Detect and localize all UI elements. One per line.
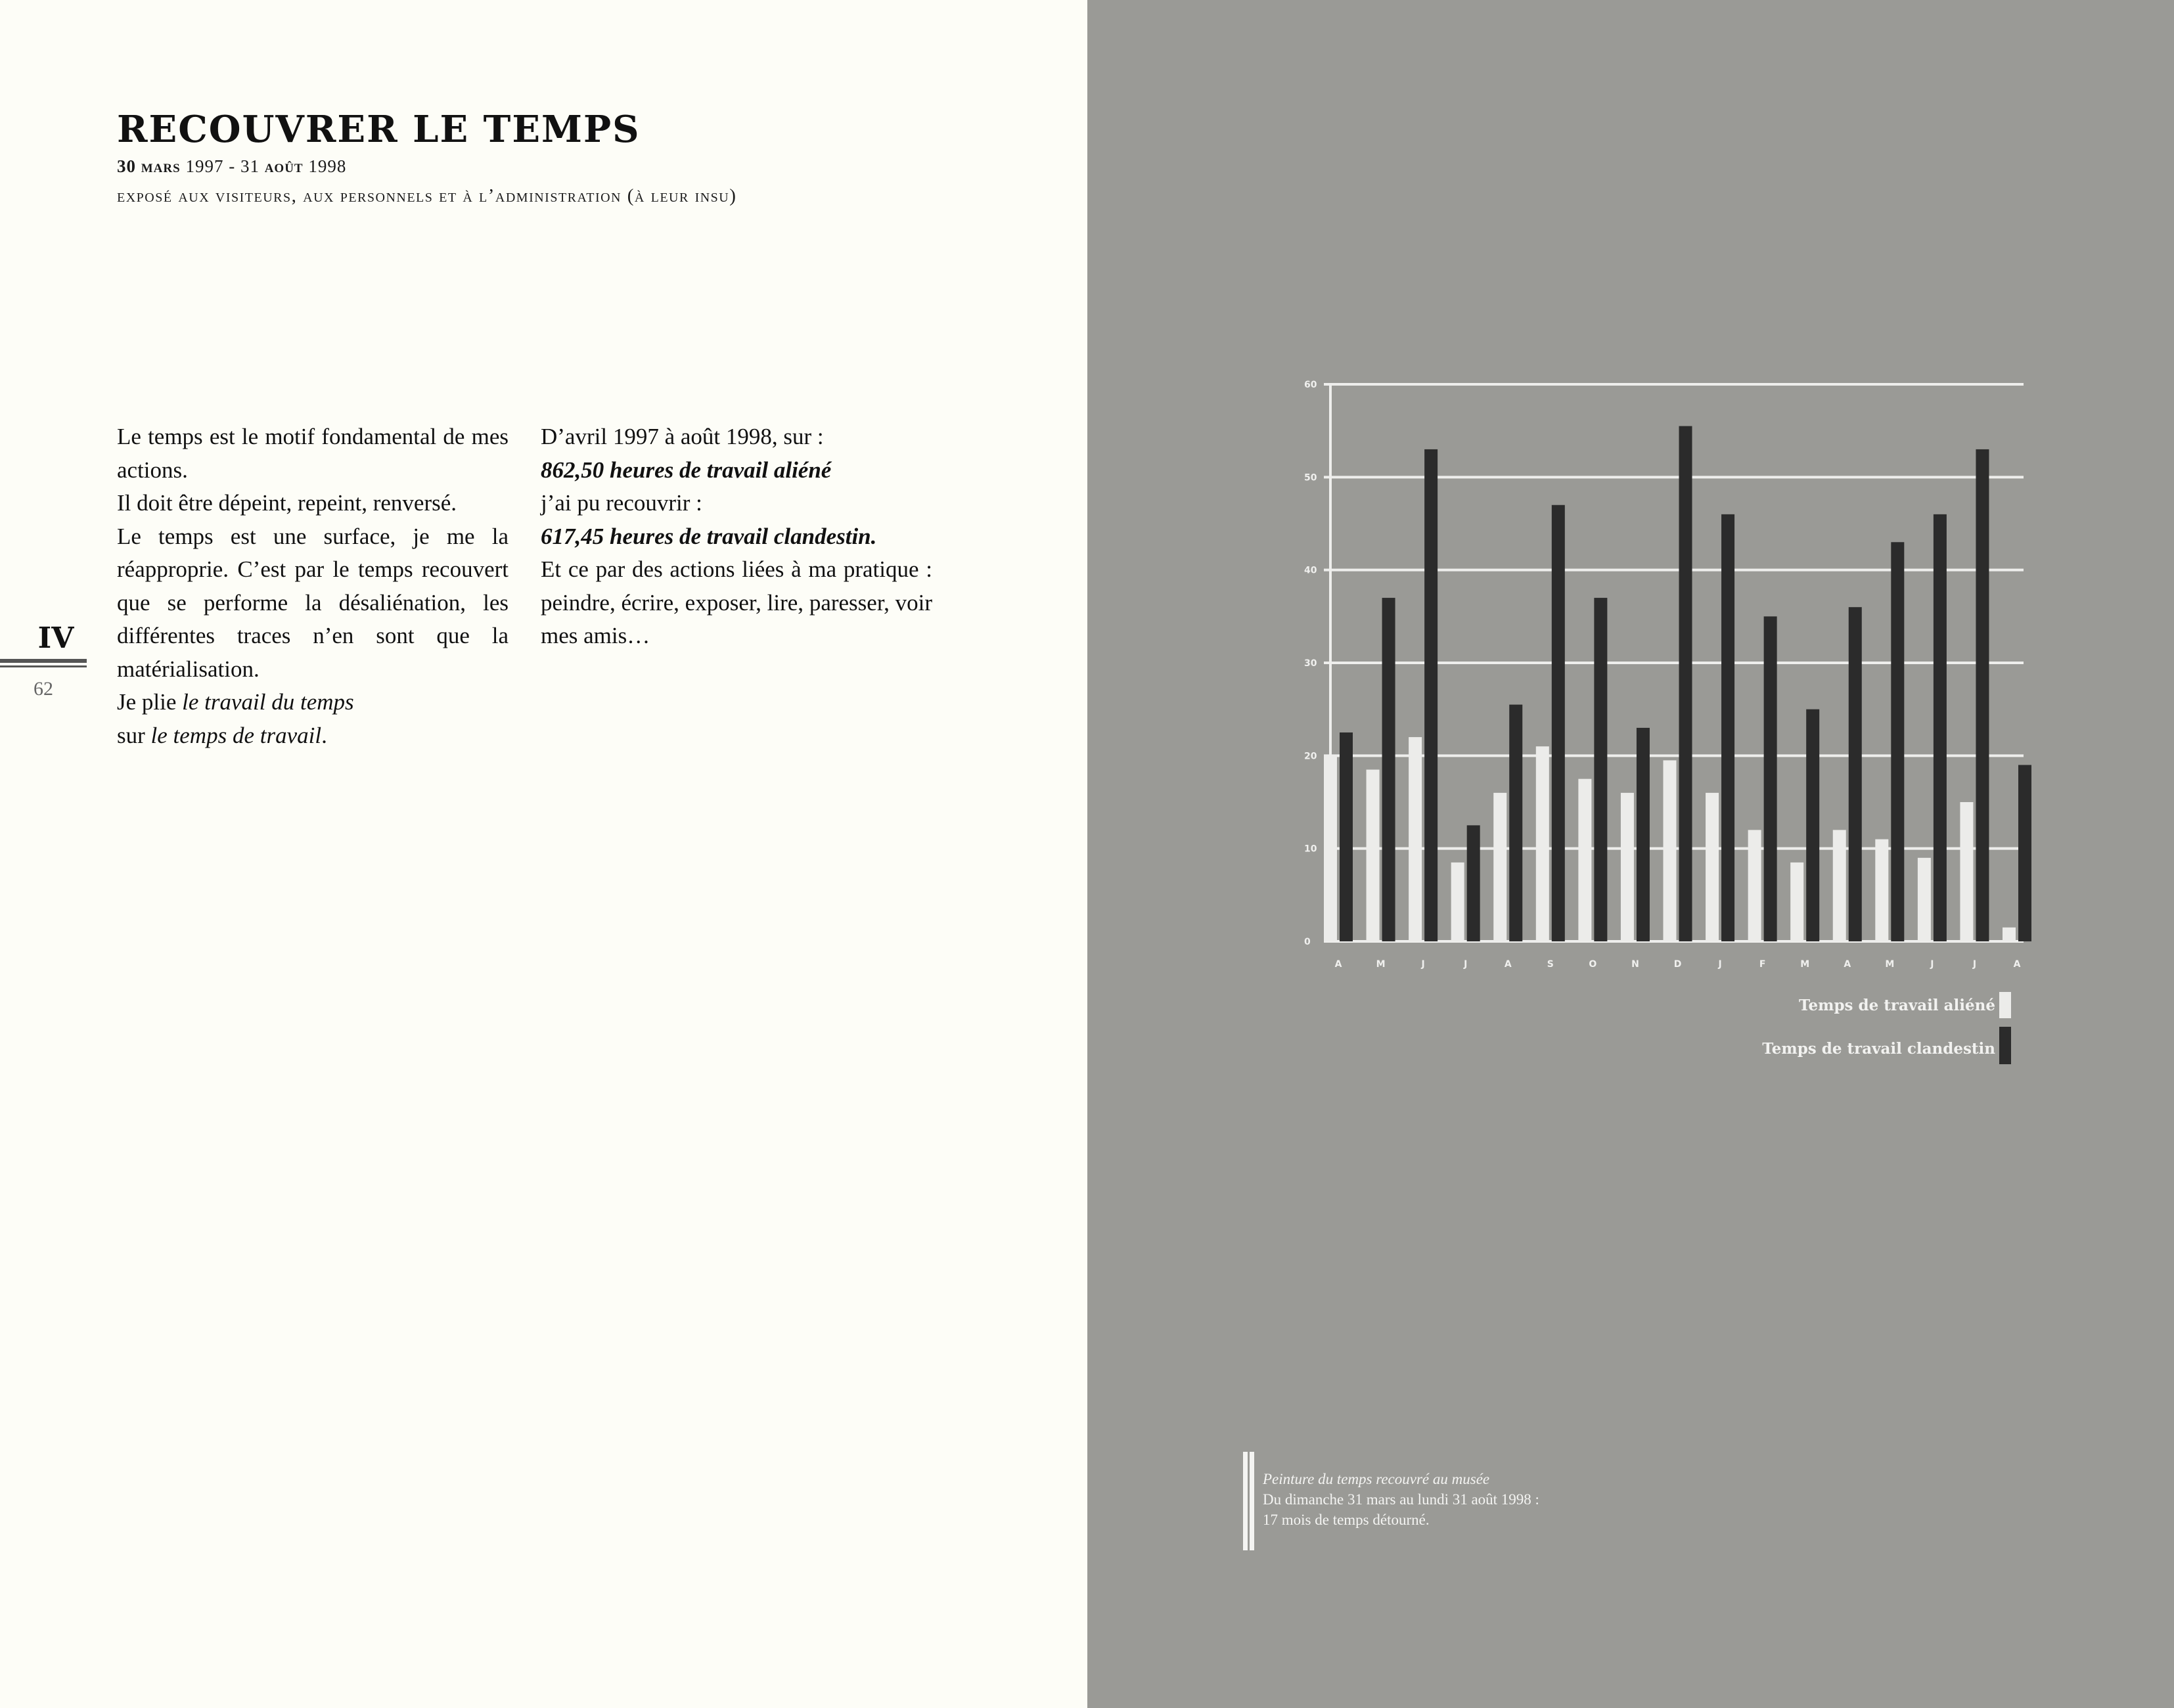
section-marker: IV: [37, 621, 74, 655]
text-column-1: [117, 420, 509, 752]
x-tick-label: A: [1334, 959, 1342, 970]
bar-alien-4: [1451, 863, 1464, 941]
x-tick-label: F: [1759, 959, 1766, 970]
caption-bar-left: [1243, 1452, 1248, 1550]
x-tick-label: A: [1504, 959, 1512, 970]
bar-clandestin-14: [1891, 542, 1904, 941]
bar-clandestin-4: [1467, 825, 1480, 941]
caption-bar-right: [1250, 1452, 1254, 1550]
bar-clandestin-7: [1594, 598, 1607, 941]
x-tick-label: O: [1589, 959, 1597, 970]
bar-clandestin-3: [1424, 449, 1438, 941]
y-tick-label: 30: [1304, 658, 1317, 669]
bar-alien-8: [1621, 793, 1634, 941]
bar-clandestin-12: [1806, 709, 1819, 941]
caption-line-2: 17 mois de temps détourné.: [1263, 1512, 1430, 1528]
legend-swatch-clandestin: [1999, 1027, 2011, 1064]
bar-clandestin-9: [1679, 426, 1692, 941]
x-tick-label: J: [1930, 959, 1934, 970]
bar-clandestin-16: [1976, 449, 1989, 941]
x-tick-label: D: [1673, 959, 1682, 970]
bar-alien-7: [1578, 779, 1591, 941]
bar-clandestin-10: [1721, 514, 1734, 941]
bar-clandestin-15: [1934, 514, 1947, 941]
dates-plain-2: 1998: [303, 156, 347, 176]
caption-title: Peinture du temps recouvré au musée: [1263, 1471, 1490, 1487]
col2-line-2: 862,50 heures de travail aliéné: [541, 457, 832, 483]
col2-line-4: 617,45 heures de travail clandestin.: [541, 523, 877, 549]
p5-suffix: .: [321, 722, 327, 748]
y-tick-label: 40: [1304, 565, 1317, 576]
x-tick-label: N: [1631, 959, 1639, 970]
bar-clandestin-1: [1340, 732, 1353, 941]
bar-layer: [1324, 426, 2031, 941]
x-tick-label: J: [1464, 959, 1468, 970]
y-tick-label: 60: [1304, 380, 1317, 390]
legend-label-clandestin: Temps de travail clandestin: [1762, 1040, 1995, 1058]
p5-prefix: sur: [117, 722, 151, 748]
p4-prefix: Je plie: [117, 689, 183, 715]
bar-alien-16: [1960, 802, 1973, 941]
page-number: 62: [34, 678, 53, 700]
dates-bold-2: août: [264, 156, 304, 176]
text-column-2: [541, 420, 932, 653]
bar-clandestin-5: [1509, 705, 1522, 941]
legend-label-alien: Temps de travail aliéné: [1799, 997, 1995, 1014]
bar-alien-13: [1833, 830, 1846, 941]
page-subtitle: exposé aux visiteurs, aux personnels et à l’administration (à leur insu): [117, 185, 737, 206]
bar-clandestin-2: [1382, 598, 1395, 941]
bar-alien-15: [1918, 858, 1931, 941]
paragraph-5: [117, 719, 509, 753]
col2-line-5: Et ce par des actions liées à ma pratique : peindre, écrire, exposer, lire, paresser, voir mes amis…: [541, 556, 932, 648]
x-tick-label: M: [1885, 959, 1895, 970]
paragraph-3: Le temps est une surface, je me la réapproprie. C’est par le temps recouvert que se performe la désaliénation, les différentes traces n’en sont que la matérialisation.: [117, 523, 509, 682]
y-tick-label: 50: [1304, 472, 1317, 483]
x-tick-label: J: [1718, 959, 1722, 970]
bar-clandestin-11: [1764, 616, 1777, 941]
x-tick-label: A: [1844, 959, 1851, 970]
page-title: RECOUVRER LE TEMPS: [117, 108, 641, 151]
bar-alien-14: [1875, 840, 1888, 941]
bar-chart: [1284, 368, 2033, 1077]
legend-swatch-alien: [1999, 992, 2011, 1018]
exhibition-dates: [117, 156, 346, 177]
col2-line-3: j’ai pu recouvrir :: [541, 490, 702, 516]
paragraph-4: [117, 686, 509, 719]
section-rule-top: [0, 659, 87, 663]
bar-alien-11: [1748, 830, 1761, 941]
bar-clandestin-8: [1637, 728, 1650, 941]
x-tick-label: M: [1376, 959, 1386, 970]
section-rule-bottom: [0, 665, 87, 667]
x-tick-label: A: [2013, 959, 2021, 970]
paragraph-2: Il doit être dépeint, repeint, renversé.: [117, 490, 457, 516]
y-tick-label: 10: [1304, 843, 1317, 855]
paragraph-1: Le temps est le motif fondamental de mes actions.: [117, 424, 509, 483]
bar-alien-12: [1790, 863, 1803, 941]
p5-italic: le temps de travail: [150, 722, 322, 748]
bar-clandestin-13: [1849, 607, 1862, 941]
bar-clandestin-6: [1552, 505, 1565, 941]
bar-alien-2: [1367, 770, 1380, 941]
dates-bold-1: 30 mars: [117, 156, 181, 176]
p4-italic: le travail du temps: [182, 689, 354, 715]
bar-alien-1: [1324, 755, 1337, 941]
x-tick-label: M: [1800, 959, 1810, 970]
bar-clandestin-17: [2018, 765, 2031, 941]
bar-alien-3: [1409, 737, 1422, 941]
bar-alien-5: [1493, 793, 1506, 941]
dates-plain-1: 1997 - 31: [180, 156, 265, 176]
bar-alien-17: [2003, 928, 2016, 941]
x-tick-label: S: [1547, 959, 1554, 970]
col2-line-1: D’avril 1997 à août 1998, sur :: [541, 424, 824, 449]
bar-alien-10: [1706, 793, 1719, 941]
legend-layer: [1762, 992, 2011, 1064]
y-tick-label: 20: [1304, 751, 1317, 762]
x-tick-label: J: [1421, 959, 1425, 970]
bar-alien-9: [1664, 760, 1677, 941]
caption-line-1: Du dimanche 31 mars au lundi 31 août 1998 :: [1263, 1491, 1539, 1508]
x-tick-label: J: [1972, 959, 1977, 970]
y-tick-label: 0: [1304, 937, 1311, 947]
bar-alien-6: [1536, 746, 1549, 941]
image-caption: [1263, 1469, 1604, 1530]
